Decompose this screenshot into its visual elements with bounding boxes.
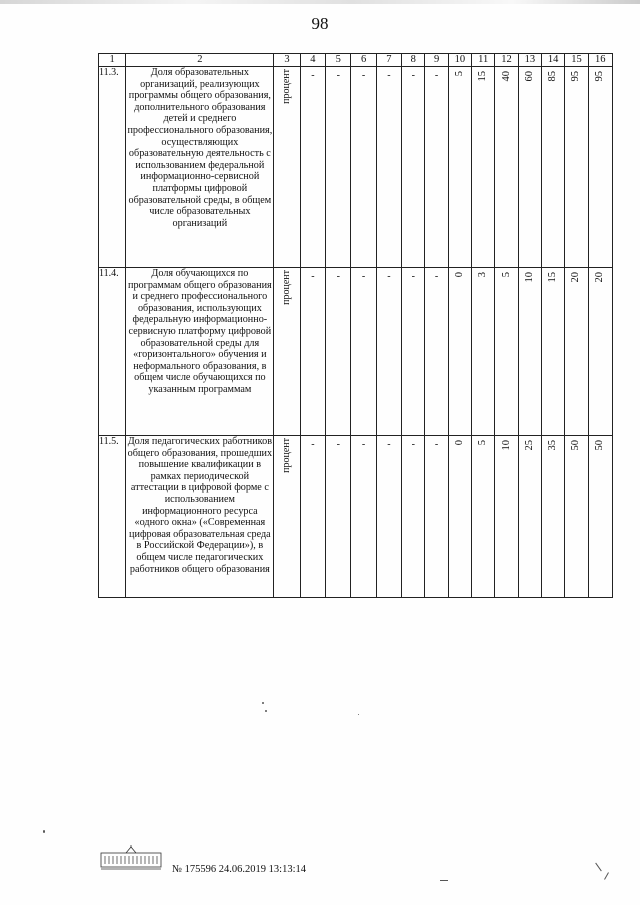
value: -	[387, 271, 391, 282]
scan-speck	[43, 830, 45, 833]
table-row	[99, 67, 613, 268]
value: -	[411, 439, 415, 450]
value-cell	[472, 67, 495, 268]
column-header: 14	[541, 54, 564, 67]
value: 20	[594, 272, 606, 283]
government-building-stamp-icon	[100, 845, 162, 871]
column-header: 7	[376, 54, 401, 67]
value: 5	[477, 440, 489, 446]
indicator-description: Доля педагогических работников общего образования, прошедших повышение квалификации в рамках периодической аттестации в цифровой форме с использованием информационного ресурса «одного окна» («Современная цифровая образовательная среда в Российской Федерации»), в общем числе педагогических работников общего образования	[126, 436, 274, 598]
value: 0	[454, 440, 466, 446]
value-cell	[425, 436, 448, 598]
document-number: № 175596	[172, 864, 217, 875]
value: 95	[594, 71, 606, 82]
row-number: 11.5.	[99, 436, 126, 598]
value: -	[311, 439, 315, 450]
value-cell	[448, 268, 471, 436]
table-row	[99, 268, 613, 436]
value: 15	[547, 272, 559, 283]
unit-label: процент	[281, 270, 293, 305]
row-number: 11.3.	[99, 67, 126, 268]
unit-cell	[274, 67, 300, 268]
value: -	[387, 70, 391, 81]
value-cell	[448, 436, 471, 598]
value: -	[336, 271, 340, 282]
value-cell	[472, 436, 495, 598]
indicator-description: Доля обучающихся по программам общего образования и среднего профессионального образования, использующих федеральную информационно-сервисную платформу цифровой образовательной среды для «горизонтального» обучения и неформального образования, в общем числе обучающихся по указанным программам	[126, 268, 274, 436]
value: 35	[547, 440, 559, 451]
value-cell	[448, 67, 471, 268]
value-cell	[326, 67, 351, 268]
column-header: 15	[565, 54, 588, 67]
value-cell	[565, 67, 588, 268]
column-header: 3	[274, 54, 300, 67]
value-cell	[541, 67, 564, 268]
value-cell	[376, 268, 401, 436]
scan-edge	[0, 0, 640, 4]
document-timestamp: 24.06.2019 13:13:14	[218, 864, 306, 875]
scan-speck	[595, 863, 602, 872]
value: 25	[524, 440, 536, 451]
value-cell	[495, 436, 518, 598]
value: -	[361, 70, 366, 81]
column-header: 6	[351, 54, 376, 67]
value-cell	[351, 67, 376, 268]
column-header: 9	[425, 54, 448, 67]
column-header: 1	[99, 54, 126, 67]
value: -	[311, 271, 315, 282]
value-cell	[588, 67, 612, 268]
column-header: 11	[472, 54, 495, 67]
value-cell	[326, 268, 351, 436]
value-cell	[588, 436, 612, 598]
column-header: 12	[495, 54, 518, 67]
value: -	[361, 271, 366, 282]
value: -	[361, 439, 366, 450]
value: -	[336, 70, 340, 81]
value-cell	[300, 436, 325, 598]
value-cell	[402, 268, 425, 436]
column-header: 2	[126, 54, 274, 67]
value: 60	[524, 71, 536, 82]
value: 40	[500, 71, 512, 82]
value: 0	[454, 272, 466, 278]
value-cell	[495, 67, 518, 268]
value-cell	[376, 67, 401, 268]
column-header: 4	[300, 54, 325, 67]
value: 3	[477, 272, 489, 278]
column-header: 8	[402, 54, 425, 67]
column-header: 13	[518, 54, 541, 67]
page-number: 98	[311, 14, 329, 33]
scan-speck	[440, 880, 448, 881]
column-header: 10	[448, 54, 471, 67]
value-cell	[472, 268, 495, 436]
scan-speck	[265, 710, 267, 712]
value: 50	[570, 440, 582, 451]
value-cell	[518, 436, 541, 598]
value-cell	[541, 436, 564, 598]
value: -	[434, 439, 439, 450]
unit-label: процент	[281, 69, 293, 104]
value-cell	[326, 436, 351, 598]
column-header: 5	[326, 54, 351, 67]
value-cell	[425, 67, 448, 268]
unit-cell	[274, 268, 300, 436]
value: -	[411, 70, 415, 81]
value-cell	[518, 67, 541, 268]
scan-speck	[358, 714, 359, 715]
value-cell	[376, 436, 401, 598]
indicator-table	[98, 53, 613, 598]
scan-speck	[604, 872, 609, 879]
value-cell	[300, 67, 325, 268]
value: 5	[454, 71, 466, 77]
column-header: 16	[588, 54, 612, 67]
value-cell	[402, 436, 425, 598]
value: 85	[547, 71, 559, 82]
value: -	[311, 70, 315, 81]
value: 20	[570, 272, 582, 283]
value: -	[336, 439, 340, 450]
table-row	[99, 436, 613, 598]
value-cell	[588, 268, 612, 436]
value-cell	[300, 268, 325, 436]
value-cell	[351, 268, 376, 436]
value: 10	[524, 272, 536, 283]
value: 10	[500, 440, 512, 451]
value: -	[434, 70, 439, 81]
header-row	[99, 54, 613, 67]
value-cell	[351, 436, 376, 598]
value-cell	[425, 268, 448, 436]
scan-speck	[262, 702, 264, 704]
unit-cell	[274, 436, 300, 598]
value: 5	[500, 272, 512, 278]
value-cell	[495, 268, 518, 436]
value: 15	[477, 71, 489, 82]
value-cell	[402, 67, 425, 268]
value-cell	[565, 436, 588, 598]
row-number: 11.4.	[99, 268, 126, 436]
value: 95	[570, 71, 582, 82]
value: -	[411, 271, 415, 282]
value-cell	[518, 268, 541, 436]
value: 50	[594, 440, 606, 451]
value-cell	[541, 268, 564, 436]
value: -	[434, 271, 439, 282]
unit-label: процент	[281, 438, 293, 473]
value: -	[387, 439, 391, 450]
document-footer	[172, 864, 306, 875]
value-cell	[565, 268, 588, 436]
indicator-description: Доля образовательных организаций, реализующих программы общего образования, дополнительного образования детей и среднего профессионального образования, осуществляющих образовательную деятельность с использованием федеральной информационно-сервисной платформы цифровой образовательной среды, в общем числе образовательных организаций	[126, 67, 274, 268]
